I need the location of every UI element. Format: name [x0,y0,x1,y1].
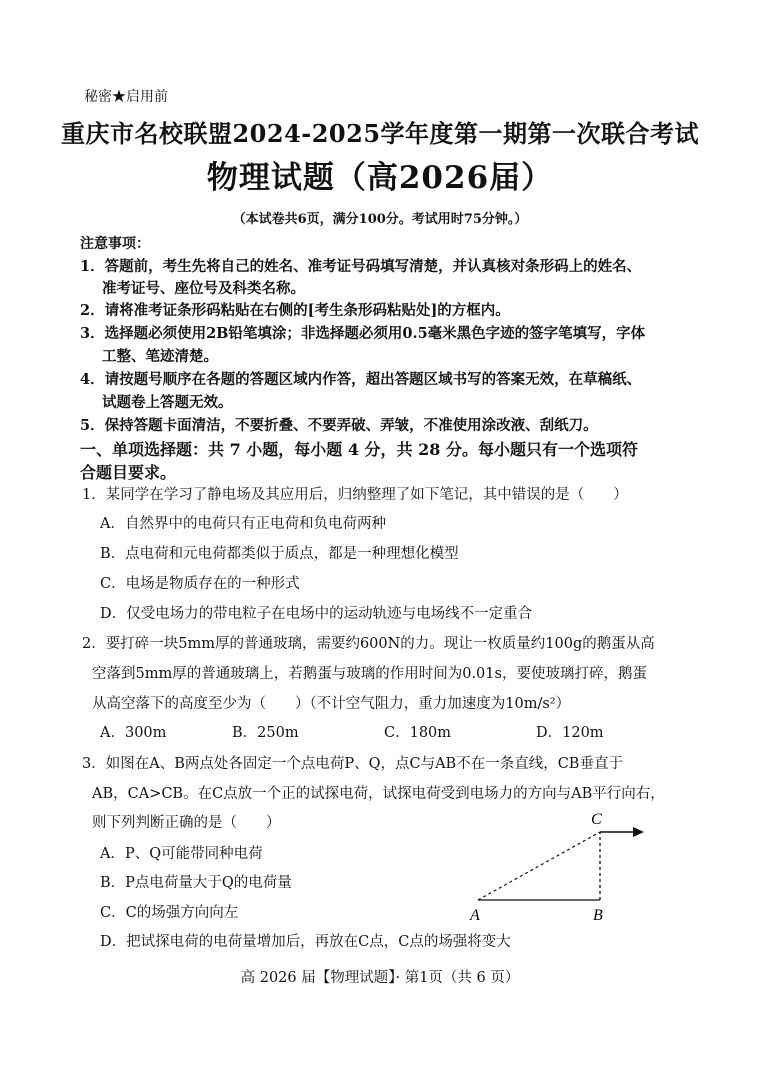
notice-item-3-cont: 工整、笔迹清楚。 [102,348,218,365]
question-1-option-d: D．仅受电场力的带电粒子在电场中的运动轨迹与电场线不一定重合 [100,606,533,622]
notice-title: 注意事项： [80,236,150,252]
confidential-label: 秘密★启用前 [84,89,168,105]
question-2-option-b: B．250m [232,725,299,741]
segment-ca [478,832,600,900]
section-heading-cont: 合题目要求。 [80,463,177,482]
question-2-stem-line-1: 2．要打碎一块5mm厚的普通玻璃，需要约600N的力。现让一枚质量约100g的鹅蛋从高 [82,636,655,652]
question-3-option-d: D．把试探电荷的电荷量增加后，再放在C点，C点的场强将变大 [100,934,511,950]
question-2-option-d: D．120m [536,725,604,741]
notice-item-5: 5．保持答题卡面清洁，不要折叠、不要弄破、弄皱，不准使用涂改液、刮纸刀。 [80,417,598,434]
question-2-stem-line-2: 空落到5mm厚的普通玻璃上，若鹅蛋与玻璃的作用时间为0.01s，要使玻璃打碎，鹅蛋 [92,666,647,682]
question-1-stem: 1．某同学在学习了静电场及其应用后，归纳整理了如下笔记，其中错误的是（ ） [82,487,628,503]
question-1-option-c: C．电场是物质存在的一种形式 [100,576,300,592]
notice-item-4: 4．请按题号顺序在各题的答题区域内作答，超出答题区域书写的答案无效，在草稿纸、 [80,371,642,388]
exam-title: 重庆市名校联盟2024-2025学年度第一期第一次联合考试 [60,119,700,148]
notice-item-4-cont: 试题卷上答题无效。 [102,394,233,411]
question-2-stem-line-3: 从高空落下的高度至少为（ ）（不计空气阻力，重力加速度为10m/s²） [92,696,571,712]
question-2-options [100,721,620,742]
notice-item-1: 1．答题前，考生先将自己的姓名、准考证号码填写清楚，并认真核对条形码上的姓名、 [80,258,642,275]
question-3-stem-line-1: 3．如图在A、B两点处各固定一个点电荷P、Q，点C与AB不在一条直线，CB垂直于 [82,756,623,772]
question-2-option-a: A．300m [100,725,167,741]
question-3-option-a: A．P、Q可能带同种电荷 [100,846,263,862]
notice-item-2: 2．请将准考证条形码粘贴在右侧的[考生条形码粘贴处]的方框内。 [80,302,510,319]
notice-item-3: 3．选择题必须使用2B铅笔填涂；非选择题必须用0.5毫米黑色字迹的签字笔填写，字体 [80,325,646,342]
point-c-label: C [591,811,602,828]
question-3-stem-line-2: AB，CA>CB。在C点放一个正的试探电荷，试探电荷受到电场力的方向与AB平行向右， [92,786,665,802]
subject-title: 物理试题（高2026届） [206,160,554,196]
question-3-stem-line-3: 则下列判断正确的是（ ） [92,815,281,831]
notice-item-1-cont: 准考证号、座位号及科类名称。 [102,280,305,297]
question-3-option-b: B．P点电荷量大于Q的电荷量 [100,875,292,891]
section-heading: 一、单项选择题：共 7 小题，每小题 4 分，共 28 分。每小题只有一个选项符 [80,440,638,459]
question-2-option-c: C．180m [384,725,452,741]
force-arrow-head [633,827,644,837]
exam-info: （本试卷共6页，满分100分。考试用时75分钟。） [232,212,528,227]
triangle-figure [460,806,660,926]
point-b-label: B [593,907,603,924]
question-1-option-b: B．点电荷和元电荷都类似于质点，都是一种理想化模型 [100,546,459,562]
question-1-option-a: A．自然界中的电荷只有正电荷和负电荷两种 [100,516,386,532]
page-footer: 高 2026 届【物理试题】· 第1页（共 6 页） [240,970,520,986]
question-3-option-c: C．C的场强方向向左 [100,905,239,921]
point-a-label: A [470,907,480,924]
